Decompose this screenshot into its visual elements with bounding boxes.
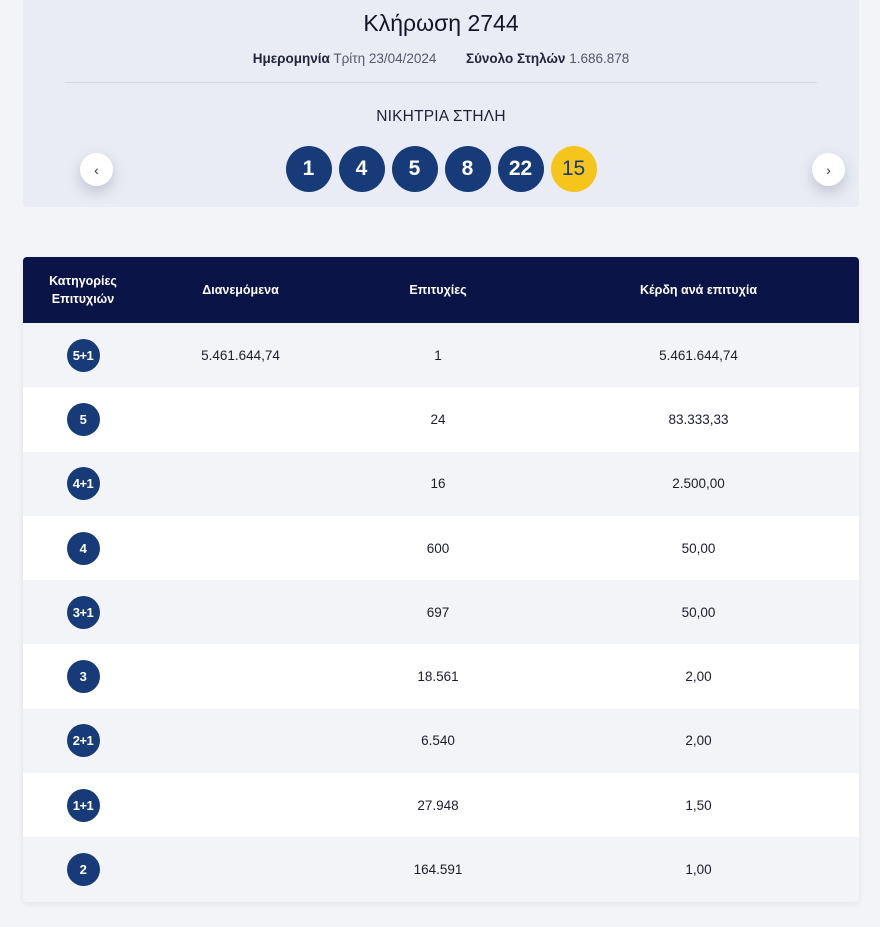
winning-number-ball: 8 <box>445 146 491 192</box>
winning-numbers <box>23 146 859 192</box>
header-category <box>23 272 143 308</box>
header-category-line2: Επιτυχιών <box>51 292 115 306</box>
prize-cell: 5.461.644,74 <box>659 347 738 363</box>
table-row <box>23 452 859 516</box>
chevron-right-icon: › <box>826 161 831 178</box>
table-row <box>23 837 859 901</box>
total-columns-label: Σύνολο Στηλών <box>465 51 566 66</box>
category-badge: 2 <box>67 853 100 886</box>
table-row <box>23 387 859 451</box>
winners-cell: 164.591 <box>413 862 463 878</box>
prize-cell: 50,00 <box>681 604 716 620</box>
header-distributed: Διανεμόμενα <box>202 283 279 297</box>
prize-cell: 83.333,33 <box>668 411 729 427</box>
category-badge: 3+1 <box>67 596 100 629</box>
winners-cell: 1 <box>434 347 442 363</box>
prize-cell: 2.500,00 <box>672 476 725 492</box>
prize-cell: 2,00 <box>685 669 712 685</box>
category-badge: 5 <box>67 403 100 436</box>
next-draw-button[interactable] <box>812 153 845 186</box>
winning-number-ball: 5 <box>392 146 438 192</box>
winners-cell: 600 <box>426 540 450 556</box>
table-row <box>23 323 859 387</box>
header-prize: Κέρδη ανά επιτυχία <box>639 283 758 297</box>
category-badge: 4+1 <box>67 467 100 500</box>
category-badge: 5+1 <box>67 339 100 372</box>
winners-cell: 6.540 <box>421 733 455 749</box>
total-columns-value: 1.686.878 <box>569 51 630 66</box>
chevron-left-icon: ‹ <box>94 161 99 178</box>
header-category-line1: Κατηγορίες <box>49 274 117 288</box>
prize-cell: 50,00 <box>681 540 716 556</box>
header-winners: Επιτυχίες <box>409 283 467 297</box>
category-badge: 2+1 <box>67 724 100 757</box>
category-badge: 3 <box>67 660 100 693</box>
joker-ball: 15 <box>551 146 597 192</box>
winning-column-label: ΝΙΚΗΤΡΙΑ ΣΤΗΛΗ <box>376 108 506 125</box>
draw-card <box>23 0 859 207</box>
winners-cell: 16 <box>430 476 446 492</box>
date-value: Τρίτη 23/04/2024 <box>333 51 437 66</box>
draw-title: Κλήρωση 2744 <box>363 10 519 36</box>
table-row <box>23 644 859 708</box>
prize-cell: 1,50 <box>685 797 712 813</box>
draw-meta <box>23 51 859 66</box>
table-row <box>23 580 859 644</box>
table-row <box>23 773 859 837</box>
prize-cell: 2,00 <box>685 733 712 749</box>
prize-cell: 1,00 <box>685 862 712 878</box>
winners-cell: 27.948 <box>417 797 459 813</box>
table-row <box>23 516 859 580</box>
table-header <box>23 257 859 323</box>
winning-number-ball: 1 <box>286 146 332 192</box>
category-badge: 1+1 <box>67 789 100 822</box>
category-badge: 4 <box>67 532 100 565</box>
winning-number-ball: 4 <box>339 146 385 192</box>
winning-number-ball: 22 <box>498 146 544 192</box>
prize-table <box>23 257 859 902</box>
table-body <box>23 323 859 902</box>
table-row <box>23 709 859 773</box>
winners-cell: 24 <box>430 411 446 427</box>
distributed-cell: 5.461.644,74 <box>201 347 280 363</box>
date-label: Ημερομηνία <box>252 51 330 66</box>
previous-draw-button[interactable] <box>80 153 113 186</box>
winners-cell: 697 <box>426 604 450 620</box>
divider <box>65 82 817 83</box>
winners-cell: 18.561 <box>417 669 459 685</box>
